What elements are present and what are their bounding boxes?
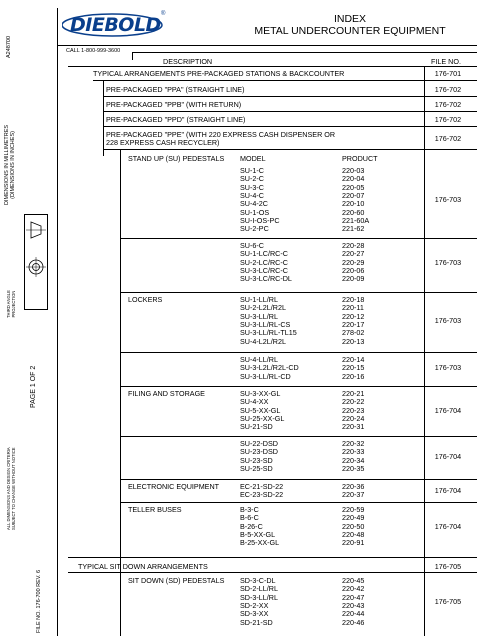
product-cell: 220-32 — [342, 439, 365, 448]
product-cell: 220-33 — [342, 447, 365, 457]
model-cell: SU-2-C — [240, 174, 264, 184]
product-cell: 220-04 — [342, 174, 365, 184]
registered-mark: ® — [161, 11, 166, 17]
product-cell: 220-24 — [342, 413, 365, 423]
divider — [68, 572, 477, 573]
ppb-file: 176-702 — [434, 100, 462, 109]
index-title: INDEX — [333, 13, 367, 25]
product-cell: 220-07 — [342, 190, 365, 200]
category-label: FILING AND STORAGE — [128, 389, 205, 398]
product-cell: 220-34 — [342, 455, 365, 465]
category-label: ELECTRONIC EQUIPMENT — [128, 482, 220, 491]
group-divider — [120, 238, 477, 239]
model-cell: SU-1-OS — [240, 207, 270, 217]
model-cell: SU-4-LL/RL — [240, 355, 278, 364]
model-cell: B-3-C — [240, 505, 259, 514]
product-cell: 278-02 — [342, 328, 365, 338]
group-divider — [120, 436, 477, 437]
product-cell: 220-28 — [342, 241, 365, 250]
model-cell: B-5-XX-GL — [240, 529, 276, 539]
header-rule — [57, 45, 477, 46]
model-cell: EC-21-SD-22 — [240, 482, 284, 491]
group-file-number: 176-703 — [434, 257, 462, 267]
product-cell: 220-37 — [342, 490, 365, 500]
group-file-number: 176-705 — [434, 596, 462, 606]
model-cell: SU-23-DSD — [240, 447, 278, 457]
product-cell: 221-62 — [342, 224, 365, 234]
header-top-line — [132, 52, 477, 53]
model-cell: SU-25-SD — [240, 463, 273, 473]
dimensions-note: DIMENSIONS IN MILLIMETRES (DIMENSIONS IN INCHES) — [4, 124, 16, 205]
description-header: DESCRIPTION — [163, 57, 213, 66]
group-file-number: 176-704 — [434, 405, 462, 415]
category-label: SIT DOWN (SD) PEDESTALS — [128, 576, 225, 585]
file-column-divider — [424, 66, 425, 636]
product-cell: 220-59 — [342, 505, 365, 514]
product-cell: 220-48 — [342, 529, 365, 539]
product-cell: 220-42 — [342, 584, 365, 594]
ppd-label: PRE-PACKAGED "PPD" (STRAIGHT LINE) — [106, 115, 246, 124]
product-cell: 220-06 — [342, 265, 365, 275]
group-divider — [120, 386, 477, 387]
product-cell: 220-44 — [342, 609, 365, 619]
page-title: METAL UNDERCOUNTER EQUIPMENT — [254, 25, 446, 37]
drawing-code: A248700 — [6, 35, 12, 58]
product-header: PRODUCT — [342, 154, 378, 163]
product-cell: 220-29 — [342, 257, 365, 267]
group-file-number: 176-703 — [434, 195, 462, 205]
model-cell: SU-3-LC/RC-C — [240, 265, 288, 275]
divider — [103, 126, 477, 127]
category-label: TELLER BUSES — [128, 505, 182, 514]
model-cell: SU-5-XX-GL — [240, 405, 281, 415]
product-cell: 220-11 — [342, 303, 364, 313]
model-cell: SD-3-LL/RL — [240, 592, 278, 602]
model-cell: EC-23-SD-22 — [240, 490, 284, 500]
projection-box — [24, 214, 48, 310]
model-cell: B-26-C — [240, 521, 263, 531]
product-cell: 220-31 — [342, 422, 365, 432]
product-cell: 220-18 — [342, 295, 365, 304]
model-cell: SU-1-LC/RC-C — [240, 249, 288, 259]
typical-prepackaged-file: 176-701 — [434, 69, 462, 78]
file-no-header: FILE NO. — [431, 57, 461, 66]
product-cell: 220-35 — [342, 463, 365, 473]
model-cell: SU-I-OS-PC — [240, 215, 280, 225]
stand-up-category: STAND UP (SU) PEDESTALS — [128, 154, 225, 163]
ppe-label-line1: PRE-PACKAGED "PPE" (WITH 220 EXPRESS CASH DISPENSER OR — [106, 130, 336, 139]
divider — [103, 96, 477, 97]
third-angle-projection-icon — [24, 214, 48, 310]
model-cell: SU-23-SD — [240, 455, 273, 465]
model-cell: SU-21-SD — [240, 422, 273, 432]
product-cell: 220-43 — [342, 600, 365, 610]
model-cell: SU-2-PC — [240, 224, 269, 234]
product-cell: 220-03 — [342, 166, 365, 175]
product-cell: 220-91 — [342, 538, 365, 548]
product-cell: 220-36 — [342, 482, 365, 491]
product-cell: 220-46 — [342, 617, 365, 627]
page-number: PAGE 1 OF 2 — [30, 365, 37, 408]
model-cell: SU-1-LL/RL — [240, 295, 278, 304]
model-cell: SU-3-C — [240, 182, 264, 192]
change-notice: ALL DIMENSIONS AND DESIGN CRITERIA SUBJECT TO CHANGE WITHOUT NOTICE — [6, 447, 16, 530]
call-number: CALL 1-800-999-3600 — [66, 48, 121, 54]
typical-sitdown-file: 176-705 — [434, 562, 462, 571]
model-cell: SU-3-LC/RC-DL — [240, 274, 292, 284]
stand-up-bracket — [120, 150, 121, 576]
logo-text: DIEBOLD — [70, 14, 161, 36]
group-file-number: 176-704 — [434, 521, 462, 531]
product-cell: 220-22 — [342, 397, 365, 407]
group-file-number: 176-704 — [434, 486, 462, 496]
product-cell: 220-17 — [342, 319, 365, 329]
header-tick — [132, 52, 133, 60]
product-cell: 220-60 — [342, 207, 365, 217]
product-cell: 220-16 — [342, 371, 365, 381]
divider — [103, 149, 477, 150]
typical-sitdown-label: TYPICAL SIT DOWN ARRANGEMENTS — [78, 562, 208, 571]
group-divider — [120, 292, 477, 293]
ppa-label: PRE-PACKAGED "PPA" (STRAIGHT LINE) — [106, 85, 245, 94]
product-cell: 220-05 — [342, 182, 365, 192]
product-cell: 220-47 — [342, 592, 365, 602]
typical-prepackaged-label: TYPICAL ARRANGEMENTS PRE-PACKAGED STATIONS & BACKCOUNTER — [93, 69, 345, 78]
ppd-file: 176-702 — [434, 115, 462, 124]
model-cell: SU-3-LL/RL — [240, 311, 278, 321]
model-cell: SU-4-L2L/R2L — [240, 336, 286, 346]
product-cell: 221-60A — [342, 215, 370, 225]
ppa-file: 176-702 — [434, 85, 462, 94]
model-cell: SD-3-C-DL — [240, 576, 276, 585]
product-cell: 220-45 — [342, 576, 365, 585]
group-divider — [120, 479, 477, 480]
model-cell: SD-2-LL/RL — [240, 584, 278, 594]
divider — [103, 111, 477, 112]
group-divider — [120, 502, 477, 503]
model-cell: SU-6-C — [240, 241, 264, 250]
model-cell: SD-3-XX — [240, 609, 269, 619]
divider — [93, 80, 477, 81]
model-cell: SU-4-XX — [240, 397, 269, 407]
model-cell: B-6-C — [240, 513, 259, 523]
group-divider — [120, 352, 477, 353]
product-cell: 220-10 — [342, 199, 365, 209]
group-file-number: 176-703 — [434, 315, 462, 325]
group-file-number: 176-704 — [434, 451, 462, 461]
model-header: MODEL — [240, 154, 266, 163]
product-cell: 220-09 — [342, 274, 365, 284]
divider — [68, 557, 477, 558]
product-cell: 220-50 — [342, 521, 365, 531]
model-cell: B-25-XX-GL — [240, 538, 280, 548]
product-cell: 220-13 — [342, 336, 365, 346]
left-border — [57, 8, 58, 636]
projection-label: THIRD ANGLE PROJECTION — [6, 290, 16, 318]
ppb-label: PRE-PACKAGED "PPB" (WITH RETURN) — [106, 100, 242, 109]
model-cell: SD-2-XX — [240, 600, 269, 610]
model-cell: SU-25-XX-GL — [240, 413, 285, 423]
sit-down-bracket — [120, 575, 121, 636]
model-cell: SU-4-2C — [240, 199, 268, 209]
product-cell: 220-12 — [342, 311, 365, 321]
model-cell: SU-3-LL/RL-CD — [240, 371, 291, 381]
group-file-number: 176-703 — [434, 363, 462, 373]
product-cell: 220-15 — [342, 363, 365, 373]
model-cell: SU-22-DSD — [240, 439, 278, 448]
product-cell: 220-23 — [342, 405, 365, 415]
category-label: LOCKERS — [128, 295, 163, 304]
product-cell: 220-21 — [342, 389, 365, 398]
model-cell: SU-1-C — [240, 166, 264, 175]
product-cell: 220-27 — [342, 249, 365, 259]
ppe-label-line2: 228 EXPRESS CASH RECYCLER) — [106, 138, 220, 147]
header-bottom-line — [68, 66, 477, 67]
product-cell: 220-49 — [342, 513, 365, 523]
model-cell: SD-21-SD — [240, 617, 273, 627]
product-cell: 220-14 — [342, 355, 365, 364]
model-cell: SU-2-LC/RC-C — [240, 257, 288, 267]
model-cell: SU-2-L2L/R2L — [240, 303, 286, 313]
model-cell: SU-4-C — [240, 190, 264, 200]
model-cell: SU-3-LL/RL-CS — [240, 319, 291, 329]
ppe-file: 176-702 — [434, 134, 462, 143]
model-cell: SU-3-L2L/R2L-CD — [240, 363, 299, 373]
model-cell: SU-3-LL/RL-TL15 — [240, 328, 297, 338]
diebold-logo — [62, 8, 168, 38]
model-cell: SU-3-XX-GL — [240, 389, 281, 398]
prepackaged-bracket — [103, 80, 104, 156]
side-file-number: FILE NO. 176-700 REV. 6 — [36, 569, 42, 633]
